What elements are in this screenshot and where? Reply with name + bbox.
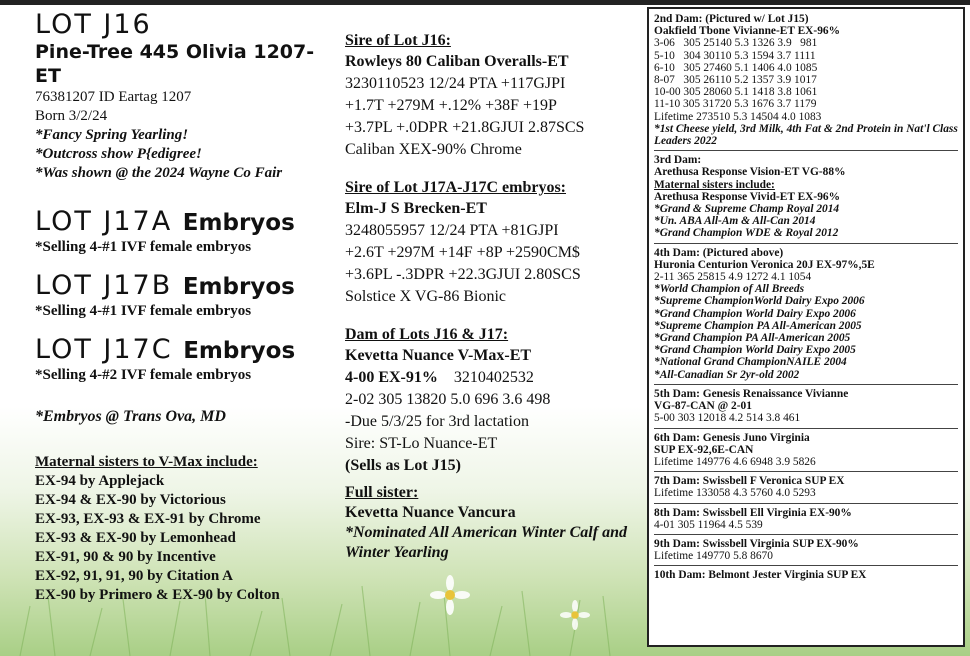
maternal-sister-item: EX-92, 91, 91, 90 by Citation A bbox=[35, 568, 233, 584]
embryo-lot-detail: *Selling 4-#1 IVF female embryos bbox=[35, 239, 252, 255]
dam4-name: Huronia Centurion Veronica 20J EX-97%,5E bbox=[654, 258, 875, 271]
dam6-record: Lifetime 149776 4.6 6948 3.9 5826 bbox=[654, 455, 816, 468]
sire-j17-line: 3248055957 12/24 PTA +81GJPI bbox=[345, 222, 559, 239]
lot-j16-born: Born 3/2/24 bbox=[35, 108, 108, 124]
dam9-heading: 9th Dam: Swissbell Virginia SUP EX-90% bbox=[654, 537, 859, 550]
dam4-note: *Grand Champion World Dairy Expo 2006 bbox=[654, 307, 856, 320]
embryo-lot-j17a bbox=[35, 207, 340, 257]
dam-line: 2-02 305 13820 5.0 696 3.6 498 bbox=[345, 391, 551, 408]
middle-column bbox=[345, 31, 645, 563]
dam5-record: 5-00 303 12018 4.2 514 3.8 461 bbox=[654, 412, 801, 425]
dam2-name: Oakfield Tbone Vivianne-ET EX-96% bbox=[654, 25, 840, 38]
dam3-note: *Un. ABA All-Am & All-Can 2014 bbox=[654, 215, 816, 228]
dam10-heading: 10th Dam: Belmont Jester Virginia SUP EX bbox=[654, 569, 867, 582]
dam-line: Sire: ST-Lo Nuance-ET bbox=[345, 435, 498, 452]
sire-j17-line: Solstice X VG-86 Bionic bbox=[345, 288, 507, 305]
dam2-record: 10-00 305 28060 5.1 1418 3.8 1061 bbox=[654, 86, 818, 99]
daisy-flower-icon bbox=[430, 575, 470, 615]
sire-j16-line: 3230110523 12/24 PTA +117GJPI bbox=[345, 75, 566, 92]
dam7-block bbox=[654, 474, 958, 503]
maternal-sister-item: EX-90 by Primero & EX-90 by Colton bbox=[35, 587, 280, 603]
dam-section bbox=[345, 325, 645, 477]
maternal-sister-item: EX-94 & EX-90 by Victorious bbox=[35, 492, 226, 508]
dam4-record: 2-11 365 25815 4.9 1272 4.1 1054 bbox=[654, 271, 812, 284]
dam2-heading: 2nd Dam: (Pictured w/ Lot J15) bbox=[654, 13, 809, 25]
dam4-block bbox=[654, 246, 958, 385]
lot-j16-note: *Outcross show P{edigree! bbox=[35, 146, 202, 162]
dam2-record: 11-10 305 31720 5.3 1676 3.7 1179 bbox=[654, 98, 817, 111]
sire-j17-line: +2.6T +297M +14F +8P +2590CM$ bbox=[345, 244, 580, 261]
full-sister-heading: Full sister: bbox=[345, 484, 419, 501]
dam3-block bbox=[654, 153, 958, 243]
embryo-location: *Embryos @ Trans Ova, MD bbox=[35, 408, 226, 425]
embryo-lot-label: Embryos bbox=[183, 338, 296, 364]
dam10-block bbox=[654, 568, 958, 584]
dam4-note: *Grand Champion PA All-American 2005 bbox=[654, 332, 851, 345]
dam-reg: 3210402532 bbox=[453, 369, 534, 386]
lot-j16-name: Pine-Tree 445 Olivia 1207-ET bbox=[35, 41, 315, 87]
maternal-sister-item: EX-93, EX-93 & EX-91 by Chrome bbox=[35, 511, 261, 527]
dam4-heading: 4th Dam: (Pictured above) bbox=[654, 246, 784, 259]
lot-j16-title: LOT J16 bbox=[35, 9, 152, 40]
full-sister-note: *Nominated All American Winter Calf and Winter Yearling bbox=[345, 524, 627, 561]
dam-heading: Dam of Lots J16 & J17: bbox=[345, 326, 509, 343]
embryo-lot-label: Embryos bbox=[182, 210, 295, 236]
dam2-record: 8-07 305 26110 5.2 1357 3.9 1017 bbox=[654, 74, 817, 87]
full-sister-section bbox=[345, 483, 645, 563]
embryo-lot-title: LOT J17A bbox=[35, 206, 173, 237]
embryo-lot-label: Embryos bbox=[182, 274, 295, 300]
dam2-record: 3-06 305 25140 5.3 1326 3.9 981 bbox=[654, 37, 818, 50]
dam7-record: Lifetime 133058 4.3 5760 4.0 5293 bbox=[654, 487, 816, 500]
sire-j16-name: Rowleys 80 Caliban Overalls-ET bbox=[345, 53, 569, 70]
daisy-flower-icon bbox=[560, 600, 590, 630]
lot-j16-reg: 76381207 ID Eartag 1207 bbox=[35, 89, 192, 105]
sire-j16-line: +1.7T +279M +.12% +38F +19P bbox=[345, 97, 557, 114]
embryo-lot-title: LOT J17C bbox=[35, 334, 173, 365]
dam8-record: 4-01 305 11964 4.5 539 bbox=[654, 518, 763, 531]
dam-sells: (Sells as Lot J15) bbox=[345, 457, 461, 474]
dam4-note: *All-Canadian Sr 2yr-old 2002 bbox=[654, 368, 800, 381]
embryo-lot-j17c bbox=[35, 335, 340, 385]
maternal-sister-item: EX-94 by Applejack bbox=[35, 473, 165, 489]
dam9-block bbox=[654, 537, 958, 566]
sire-j17-heading: Sire of Lot J17A-J17C embryos: bbox=[345, 179, 567, 196]
dam2-record: Lifetime 273510 5.3 14504 4.0 1083 bbox=[654, 110, 822, 123]
maternal-sister-item: EX-93 & EX-90 by Lemonhead bbox=[35, 530, 236, 546]
sire-j17-line: +3.6PL -.3DPR +22.3GJUI 2.80SCS bbox=[345, 266, 581, 283]
sire-j17-name: Elm-J S Brecken-ET bbox=[345, 200, 487, 217]
dam8-heading: 8th Dam: Swissbell Ell Virginia EX-90% bbox=[654, 506, 852, 519]
dam3-heading: 3rd Dam: bbox=[654, 154, 702, 167]
dam-line: -Due 5/3/25 for 3rd lactation bbox=[345, 413, 529, 430]
embryo-lot-title: LOT J17B bbox=[35, 270, 173, 301]
top-border bbox=[0, 0, 970, 5]
dam-score: 4-00 EX-91% bbox=[345, 369, 438, 386]
pedigree-box bbox=[647, 7, 965, 647]
dam4-note: *World Champion of All Breeds bbox=[654, 283, 804, 296]
sire-j16-line: +3.7PL +.0DPR +21.8GJUI 2.87SCS bbox=[345, 119, 585, 136]
dam6-name: SUP EX-92,6E-CAN bbox=[654, 443, 754, 456]
lot-j16-note: *Fancy Spring Yearling! bbox=[35, 127, 189, 143]
dam5-heading: 5th Dam: Genesis Renaissance Vivianne bbox=[654, 387, 849, 400]
dam-name: Kevetta Nuance V-Max-ET bbox=[345, 347, 532, 364]
dam2-block bbox=[654, 12, 958, 151]
dam4-note: *Grand Champion World Dairy Expo 2005 bbox=[654, 344, 856, 357]
dam4-note: *National Grand ChampionNAILE 2004 bbox=[654, 356, 847, 369]
dam3-sisters-heading: Maternal sisters include: bbox=[654, 178, 775, 191]
dam2-note: *1st Cheese yield, 3rd Milk, 4th Fat & 2nd Protein in Nat'l Class Leaders 2022 bbox=[654, 122, 958, 148]
maternal-sisters-list bbox=[35, 453, 340, 605]
dam2-record: 6-10 305 27460 5.1 1406 4.0 1085 bbox=[654, 61, 818, 74]
dam8-block bbox=[654, 506, 958, 535]
dam3-note: *Grand & Supreme Champ Royal 2014 bbox=[654, 203, 840, 216]
dam5-block bbox=[654, 387, 958, 429]
lot-j16-note: *Was shown @ the 2024 Wayne Co Fair bbox=[35, 165, 283, 181]
embryo-lot-detail: *Selling 4-#2 IVF female embryos bbox=[35, 367, 252, 383]
sire-j16-heading: Sire of Lot J16: bbox=[345, 32, 451, 49]
maternal-sisters-heading: Maternal sisters to V-Max include: bbox=[35, 454, 258, 470]
full-sister-name: Kevetta Nuance Vancura bbox=[345, 504, 516, 521]
dam3-note: *Grand Champion WDE & Royal 2012 bbox=[654, 227, 839, 240]
dam6-heading: 6th Dam: Genesis Juno Virginia bbox=[654, 431, 810, 444]
dam2-record: 5-10 304 30110 5.3 1594 3.7 1111 bbox=[654, 49, 816, 62]
dam6-block bbox=[654, 431, 958, 473]
maternal-sister-item: EX-91, 90 & 90 by Incentive bbox=[35, 549, 216, 565]
dam5-name: VG-87-CAN @ 2-01 bbox=[654, 400, 752, 413]
sire-j16-line: Caliban XEX-90% Chrome bbox=[345, 141, 522, 158]
dam4-note: *Supreme ChampionWorld Dairy Expo 2006 bbox=[654, 295, 865, 308]
sire-j16-section bbox=[345, 31, 645, 161]
embryo-lot-detail: *Selling 4-#1 IVF female embryos bbox=[35, 303, 252, 319]
dam9-record: Lifetime 149770 5.8 8670 bbox=[654, 550, 773, 563]
embryo-lot-j17b bbox=[35, 271, 340, 321]
sire-j17-section bbox=[345, 178, 645, 308]
dam4-note: *Supreme Champion PA All-American 2005 bbox=[654, 319, 862, 332]
dam3-sister: Arethusa Response Vivid-ET EX-96% bbox=[654, 190, 840, 203]
dam7-heading: 7th Dam: Swissbell F Veronica SUP EX bbox=[654, 475, 845, 488]
dam3-name: Arethusa Response Vision-ET VG-88% bbox=[654, 166, 846, 179]
left-column bbox=[35, 10, 340, 605]
